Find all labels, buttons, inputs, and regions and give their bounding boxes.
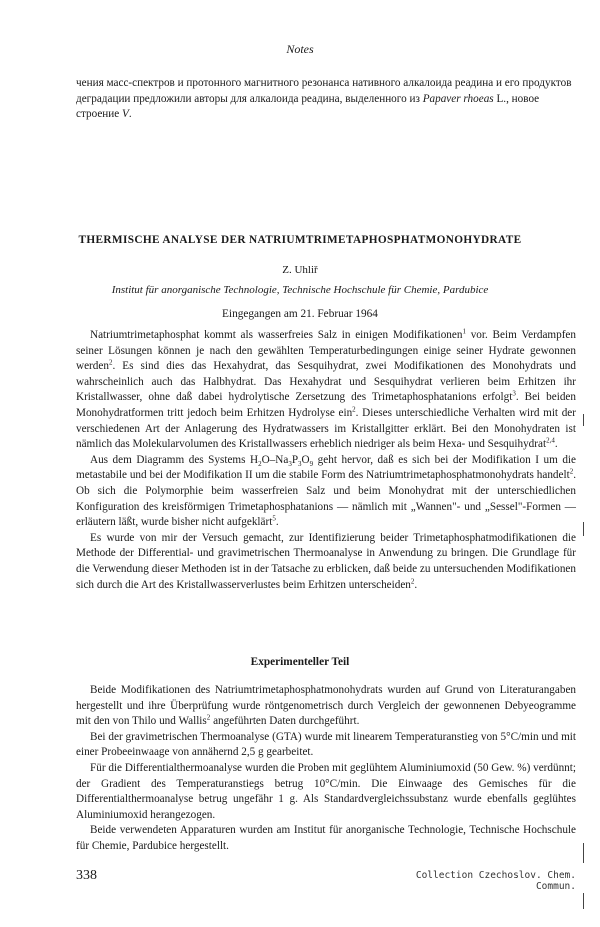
- article-affiliation: Institut für anorganische Technologie, Technische Hochschule für Chemie, Pardubice: [111, 284, 489, 296]
- paragraph-1: Natriumtrimetaphosphat kommt als wasserfreies Salz in einigen Modifikationen$^1$ vor. Beim Verdampfen seiner Lösungen können je nach den gewählten Temperaturbedingungen einige seiner Hydrate gewonnen werden$^2$. Es sind dies das Hexahydrat, das Sesquihydrat, zwei Modifikationen des Monohydrats und wahrscheinlich auch das Halbhydrat. Das Hexahydrat und Sesquihydrat verlieren beim Erhitzen ihr Kristallwasser, ohne daß dabei hydrolytische Zersetzung des Trimetaphosphatanions erfolgt$^3$. Bei beiden Monohydratformen tritt jedoch beim Erhitzen Hydrolyse ein$^2$. Dieses unterschiedliche Verhalten wird mit der verschiedenen Art der Anlagerung des Hydratwassers im Kristallgitter erklärt. Bei den Monohydraten ist nämlich das Molekularvolumen des Kristallwassers erheblich niedriger als beim Hexa- und Sesquihydrat$^{2,4}$.: [76, 327, 576, 451]
- paragraph-7: Beide verwendeten Apparaturen wurden am Institut für anorganische Technologie, Technische Hochschule für Chemie, Pardubice hergestellt.: [76, 824, 576, 852]
- section-heading: Experimenteller Teil: [250, 656, 350, 668]
- paragraph-3: Es wurde von mir der Versuch gemacht, zur Identifizierung beider Trimetaphosphatmodifikationen die Methode der Differential- und gravimetrischen Thermoanalyse in Anwendung zu bringen. Die Grundlage für die Verwendung dieser Methoden ist in der Tatsache zu erblicken, daß beide zu untersuchenden Modifikationen sich durch die Art des Kristallwasserverlustes beim Erhitzen unterscheiden$^2$.: [76, 531, 576, 591]
- journal-name: Collection Czechoslov. Chem. Commun.: [415, 870, 576, 892]
- previous-article-ending: чения масс-спектров и протонного магнитного резонанса нативного алкалоида реадина и его продуктов деградации предложили авторы для алкалоида реадина, выделенного из Papaver rhoeas L., новое строение V.: [76, 77, 572, 120]
- article-title: THERMISCHE ANALYSE DER NATRIUMTRIMETAPHOSPHATMONOHYDRATE: [78, 234, 522, 246]
- margin-mark: [583, 522, 584, 536]
- margin-mark: [583, 843, 584, 863]
- margin-mark: [583, 414, 584, 426]
- running-head: Notes: [286, 42, 314, 56]
- experimental-section: [76, 683, 576, 855]
- paragraph-4: Beide Modifikationen des Natriumtrimetaphosphatmonohydrats wurden auf Grund von Literaturangaben hergestellt und ihre Überprüfung wurde röntgenometrisch durch Vergleich der gewonnenen Debyeogramme mit den von Thilo und Wallis$^2$ angeführten Daten durchgeführt.: [76, 684, 576, 728]
- paragraph-5: Bei der gravimetrischen Thermoanalyse (GTA) wurde mit linearem Temperaturanstieg von 5°C/min und mit einer Probeeinwaage von annähernd 2,5 g gearbeitet.: [76, 730, 576, 759]
- paragraph-6: Für die Differentialthermoanalyse wurden die Proben mit geglühtem Aluminiumoxid (50 Gew. %) verdünnt; der Gradient des Temperaturanstiegs betrug 10°C/min. Die Einwaage des Gemisches für die Differentialthermoanalyse betrug ungefähr 1 g. Als Standardvergleichssubstanz wurde ebenfalls geglühtes Aluminiumoxid herangezogen.: [76, 761, 576, 821]
- margin-mark: [583, 893, 584, 909]
- received-date: Eingegangen am 21. Februar 1964: [222, 308, 378, 320]
- article-introduction: [76, 328, 576, 593]
- article-author: Z. Uhliř: [282, 264, 318, 276]
- page-number: 338: [76, 868, 97, 883]
- paragraph-2: Aus dem Diagramm des Systems $H_2O-Na_3P_3O_9$ geht hervor, daß es sich bei der Modifikation I um die metastabile und bei der Modifikation II um die stabile Form des Natriumtrimetaphosphatmonohydrats handelt$^2$. Ob sich die Polymorphie beim wasserfreien Salz und beim Monohydrat mit der unterschiedlichen Konfiguration des kreisförmigen Trimetaphosphatanions — nämlich mit „Wannen"- und „Sessel"-Formen — erläutern läßt, wurde bisher nicht aufgeklärt$^5$.: [76, 453, 576, 529]
